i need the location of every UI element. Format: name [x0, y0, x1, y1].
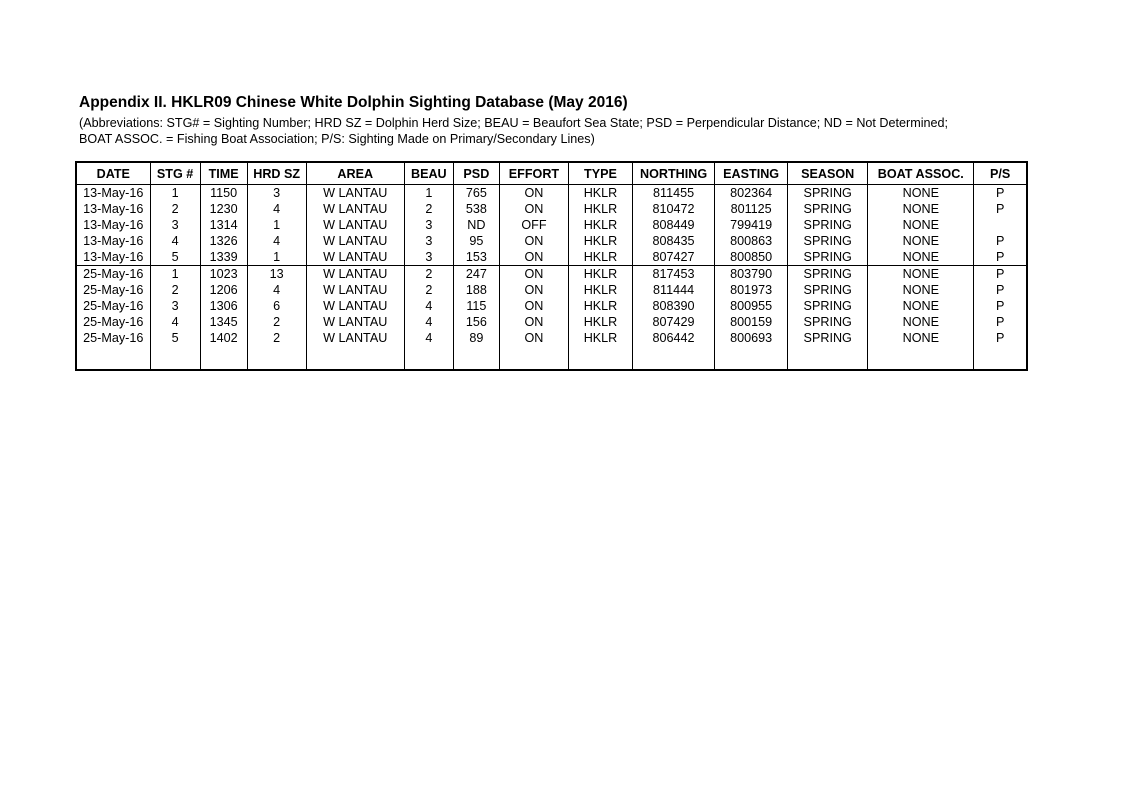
cell-easting: 801973: [715, 282, 788, 298]
cell-psd: 153: [453, 249, 499, 266]
abbreviations-line-1: (Abbreviations: STG# = Sighting Number; HRD SZ = Dolphin Herd Size; BEAU = Beaufort Sea State; PSD = Perpendicular Distance; ND = Not Determined;: [79, 116, 949, 130]
cell-area: W LANTAU: [306, 282, 404, 298]
table-row: [76, 330, 1027, 346]
cell-hrd-sz: 3: [247, 185, 306, 202]
cell-easting: 803790: [715, 266, 788, 283]
cell-season: SPRING: [788, 330, 868, 346]
empty-cell: [76, 346, 150, 370]
cell-beau: 4: [404, 314, 453, 330]
cell-area: W LANTAU: [306, 266, 404, 283]
header-ps: P/S: [974, 162, 1027, 185]
cell-hrd-sz: 2: [247, 330, 306, 346]
cell-boat-assoc: NONE: [868, 298, 974, 314]
cell-stg: 4: [150, 314, 200, 330]
cell-effort: ON: [499, 249, 568, 266]
cell-psd: 247: [453, 266, 499, 283]
cell-season: SPRING: [788, 298, 868, 314]
cell-season: SPRING: [788, 314, 868, 330]
cell-hrd-sz: 4: [247, 233, 306, 249]
empty-cell: [715, 346, 788, 370]
cell-stg: 2: [150, 201, 200, 217]
cell-effort: ON: [499, 298, 568, 314]
empty-cell: [499, 346, 568, 370]
cell-northing: 817453: [633, 266, 715, 283]
cell-beau: 2: [404, 201, 453, 217]
cell-ps: P: [974, 201, 1027, 217]
header-time: TIME: [200, 162, 247, 185]
header-easting: EASTING: [715, 162, 788, 185]
header-boat-assoc: BOAT ASSOC.: [868, 162, 974, 185]
cell-northing: 811455: [633, 185, 715, 202]
cell-northing: 808390: [633, 298, 715, 314]
cell-northing: 808449: [633, 217, 715, 233]
cell-ps: P: [974, 282, 1027, 298]
table-filler-row: [76, 346, 1027, 370]
cell-easting: 800850: [715, 249, 788, 266]
cell-ps: P: [974, 249, 1027, 266]
cell-time: 1150: [200, 185, 247, 202]
cell-boat-assoc: NONE: [868, 201, 974, 217]
cell-easting: 800863: [715, 233, 788, 249]
empty-cell: [453, 346, 499, 370]
cell-effort: OFF: [499, 217, 568, 233]
cell-area: W LANTAU: [306, 233, 404, 249]
header-stg: STG #: [150, 162, 200, 185]
cell-northing: 807427: [633, 249, 715, 266]
cell-northing: 810472: [633, 201, 715, 217]
table-header-row: [76, 162, 1027, 185]
cell-psd: ND: [453, 217, 499, 233]
header-hrd-sz: HRD SZ: [247, 162, 306, 185]
cell-hrd-sz: 13: [247, 266, 306, 283]
cell-time: 1230: [200, 201, 247, 217]
cell-ps: [974, 217, 1027, 233]
table-row: [76, 282, 1027, 298]
cell-time: 1345: [200, 314, 247, 330]
cell-type: HKLR: [568, 201, 632, 217]
cell-date: 25-May-16: [76, 298, 150, 314]
cell-stg: 4: [150, 233, 200, 249]
cell-easting: 799419: [715, 217, 788, 233]
cell-type: HKLR: [568, 185, 632, 202]
cell-time: 1326: [200, 233, 247, 249]
cell-ps: P: [974, 330, 1027, 346]
empty-cell: [150, 346, 200, 370]
cell-effort: ON: [499, 314, 568, 330]
cell-type: HKLR: [568, 330, 632, 346]
cell-boat-assoc: NONE: [868, 185, 974, 202]
cell-type: HKLR: [568, 217, 632, 233]
empty-cell: [404, 346, 453, 370]
cell-beau: 3: [404, 249, 453, 266]
cell-psd: 115: [453, 298, 499, 314]
cell-date: 25-May-16: [76, 314, 150, 330]
cell-effort: ON: [499, 330, 568, 346]
empty-cell: [247, 346, 306, 370]
cell-boat-assoc: NONE: [868, 314, 974, 330]
cell-type: HKLR: [568, 249, 632, 266]
cell-effort: ON: [499, 282, 568, 298]
cell-ps: P: [974, 314, 1027, 330]
cell-season: SPRING: [788, 201, 868, 217]
cell-type: HKLR: [568, 282, 632, 298]
cell-date: 13-May-16: [76, 233, 150, 249]
cell-beau: 4: [404, 330, 453, 346]
cell-boat-assoc: NONE: [868, 217, 974, 233]
empty-cell: [568, 346, 632, 370]
cell-ps: P: [974, 233, 1027, 249]
table-row: [76, 185, 1027, 202]
cell-season: SPRING: [788, 282, 868, 298]
header-area: AREA: [306, 162, 404, 185]
cell-hrd-sz: 1: [247, 249, 306, 266]
header-season: SEASON: [788, 162, 868, 185]
cell-boat-assoc: NONE: [868, 282, 974, 298]
cell-type: HKLR: [568, 266, 632, 283]
empty-cell: [200, 346, 247, 370]
cell-date: 25-May-16: [76, 330, 150, 346]
cell-easting: 801125: [715, 201, 788, 217]
empty-cell: [974, 346, 1027, 370]
cell-time: 1023: [200, 266, 247, 283]
cell-area: W LANTAU: [306, 330, 404, 346]
header-psd: PSD: [453, 162, 499, 185]
cell-beau: 3: [404, 233, 453, 249]
cell-easting: 800159: [715, 314, 788, 330]
header-effort: EFFORT: [499, 162, 568, 185]
cell-hrd-sz: 2: [247, 314, 306, 330]
table-row: [76, 298, 1027, 314]
cell-season: SPRING: [788, 266, 868, 283]
cell-type: HKLR: [568, 233, 632, 249]
cell-stg: 1: [150, 185, 200, 202]
cell-season: SPRING: [788, 217, 868, 233]
cell-hrd-sz: 4: [247, 282, 306, 298]
cell-hrd-sz: 1: [247, 217, 306, 233]
cell-effort: ON: [499, 233, 568, 249]
cell-stg: 2: [150, 282, 200, 298]
header-date: DATE: [76, 162, 150, 185]
cell-hrd-sz: 4: [247, 201, 306, 217]
cell-area: W LANTAU: [306, 217, 404, 233]
cell-hrd-sz: 6: [247, 298, 306, 314]
cell-psd: 188: [453, 282, 499, 298]
cell-area: W LANTAU: [306, 314, 404, 330]
cell-northing: 811444: [633, 282, 715, 298]
cell-date: 25-May-16: [76, 266, 150, 283]
cell-type: HKLR: [568, 298, 632, 314]
table-row: [76, 233, 1027, 249]
cell-northing: 806442: [633, 330, 715, 346]
cell-area: W LANTAU: [306, 185, 404, 202]
cell-season: SPRING: [788, 249, 868, 266]
cell-time: 1339: [200, 249, 247, 266]
cell-effort: ON: [499, 185, 568, 202]
cell-time: 1402: [200, 330, 247, 346]
header-northing: NORTHING: [633, 162, 715, 185]
cell-psd: 95: [453, 233, 499, 249]
cell-type: HKLR: [568, 314, 632, 330]
cell-boat-assoc: NONE: [868, 330, 974, 346]
cell-beau: 2: [404, 282, 453, 298]
cell-stg: 1: [150, 266, 200, 283]
empty-cell: [868, 346, 974, 370]
cell-ps: P: [974, 185, 1027, 202]
cell-boat-assoc: NONE: [868, 233, 974, 249]
cell-date: 13-May-16: [76, 185, 150, 202]
cell-area: W LANTAU: [306, 201, 404, 217]
cell-date: 13-May-16: [76, 201, 150, 217]
cell-time: 1206: [200, 282, 247, 298]
abbreviations-line-2: BOAT ASSOC. = Fishing Boat Association; P/S: Sighting Made on Primary/Secondary Lines): [79, 132, 595, 146]
cell-beau: 4: [404, 298, 453, 314]
empty-cell: [633, 346, 715, 370]
cell-date: 13-May-16: [76, 249, 150, 266]
abbreviations-note: [79, 115, 1019, 147]
cell-date: 13-May-16: [76, 217, 150, 233]
table-row: [76, 314, 1027, 330]
empty-cell: [788, 346, 868, 370]
cell-psd: 765: [453, 185, 499, 202]
cell-area: W LANTAU: [306, 249, 404, 266]
cell-season: SPRING: [788, 185, 868, 202]
cell-stg: 3: [150, 298, 200, 314]
cell-beau: 2: [404, 266, 453, 283]
cell-effort: ON: [499, 266, 568, 283]
cell-easting: 802364: [715, 185, 788, 202]
cell-effort: ON: [499, 201, 568, 217]
cell-time: 1306: [200, 298, 247, 314]
cell-beau: 1: [404, 185, 453, 202]
cell-boat-assoc: NONE: [868, 266, 974, 283]
cell-psd: 156: [453, 314, 499, 330]
cell-stg: 5: [150, 330, 200, 346]
cell-psd: 89: [453, 330, 499, 346]
cell-easting: 800693: [715, 330, 788, 346]
document-title: Appendix II. HKLR09 Chinese White Dolphin Sighting Database (May 2016): [79, 94, 628, 111]
cell-ps: P: [974, 266, 1027, 283]
cell-beau: 3: [404, 217, 453, 233]
empty-cell: [306, 346, 404, 370]
cell-psd: 538: [453, 201, 499, 217]
cell-date: 25-May-16: [76, 282, 150, 298]
cell-stg: 5: [150, 249, 200, 266]
cell-northing: 807429: [633, 314, 715, 330]
table-row: [76, 217, 1027, 233]
cell-ps: P: [974, 298, 1027, 314]
cell-northing: 808435: [633, 233, 715, 249]
cell-area: W LANTAU: [306, 298, 404, 314]
cell-stg: 3: [150, 217, 200, 233]
header-type: TYPE: [568, 162, 632, 185]
cell-easting: 800955: [715, 298, 788, 314]
table-row: [76, 249, 1027, 266]
table-row: [76, 266, 1027, 283]
cell-season: SPRING: [788, 233, 868, 249]
table-row: [76, 201, 1027, 217]
table-body: [76, 185, 1027, 371]
cell-time: 1314: [200, 217, 247, 233]
header-beau: BEAU: [404, 162, 453, 185]
sighting-table: [75, 161, 1028, 371]
cell-boat-assoc: NONE: [868, 249, 974, 266]
